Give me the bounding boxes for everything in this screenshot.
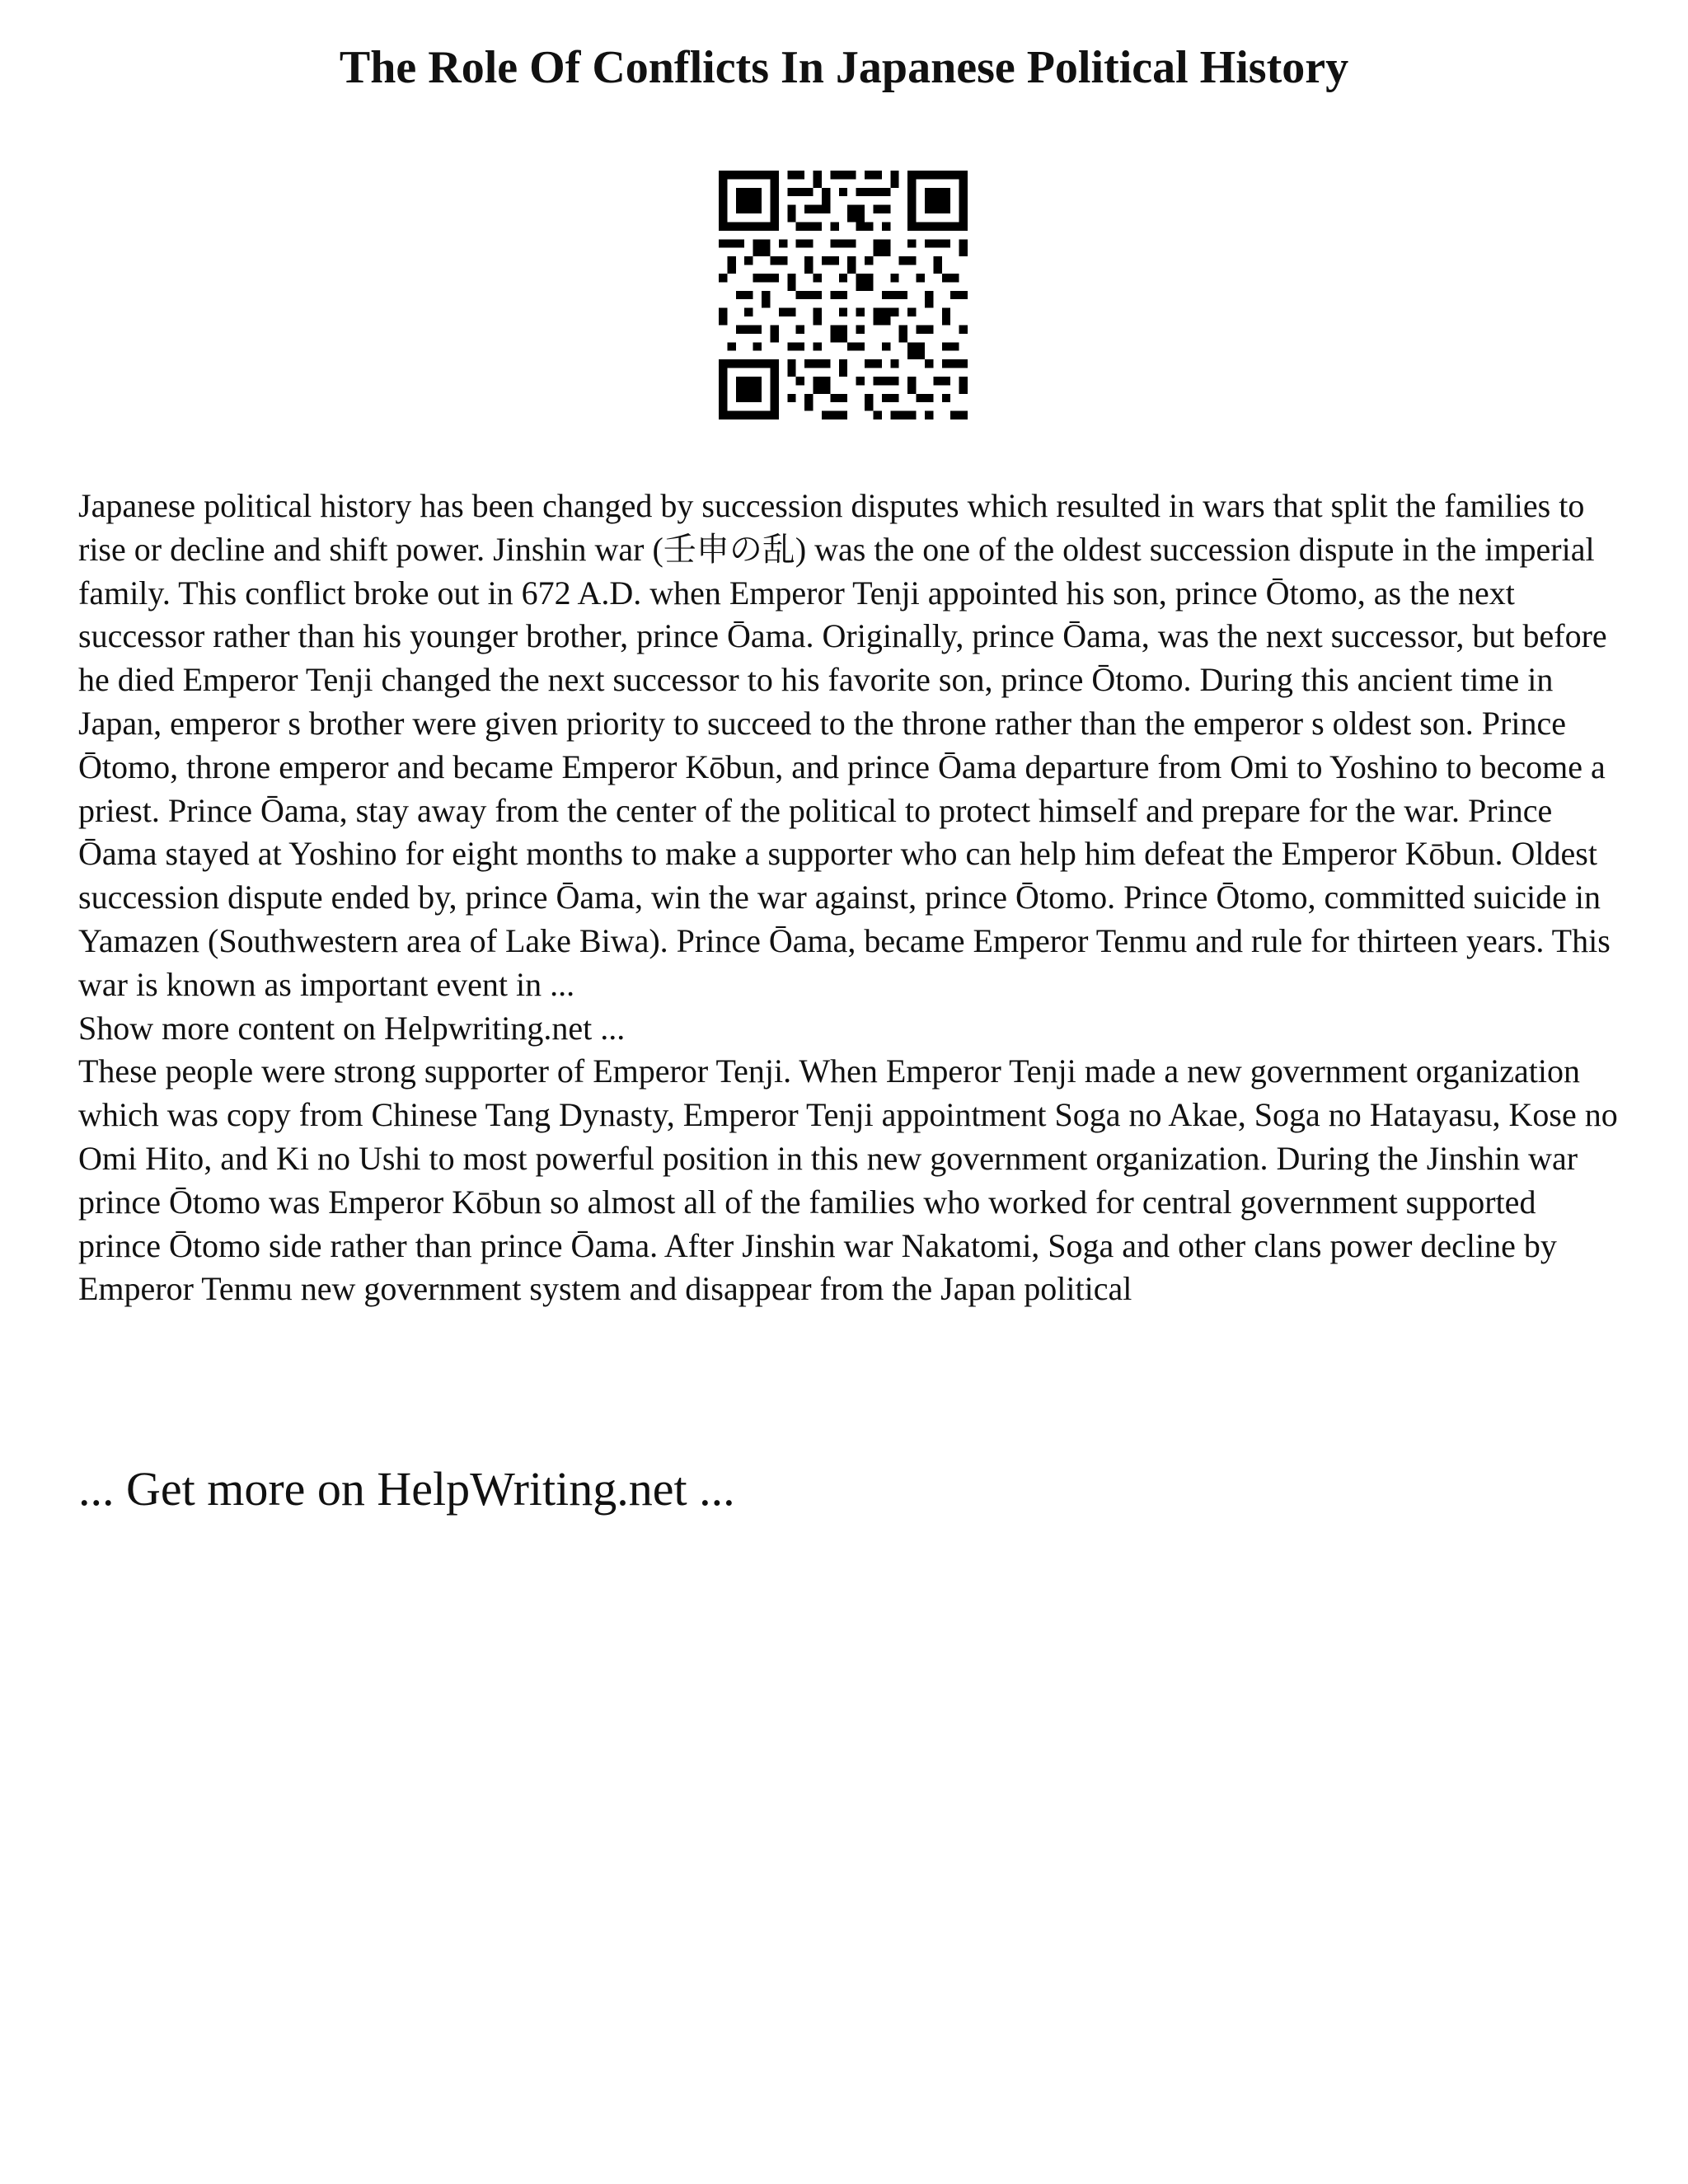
qr-code-icon	[719, 171, 968, 419]
article-paragraph: Japanese political history has been changed by succession disputes which resulted in wars that split the families to rise or decline and shift power. Jinshin war (壬申の乱) was the one of the oldest succession dispute in the imperial family. This conflict broke out in 672 A.D. when Emperor Tenji appointed his son, prince Ōtomo, as the next successor rather than his younger brother, prince Ōama. Originally, prince Ōama, was the next successor, but before he died Emperor Tenji changed the next successor to his favorite son, prince Ōtomo. During this ancient time in Japan, emperor s brother were given priority to succeed to the throne rather than the emperor s oldest son. Prince Ōtomo, throne emperor and became Emperor Kōbun, and prince Ōama departure from Omi to Yoshino to become a priest. Prince Ōama, stay away from the center of the political to protect himself and prepare for the war. Prince Ōama stayed at Yoshino for eight months to make a supporter who can help him defeat the Emperor Kōbun. Oldest succession dispute ended by, prince Ōama, win the war against, prince Ōtomo. Prince Ōtomo, committed suicide in Yamazen (Southwestern area of Lake Biwa). Prince Ōama, became Emperor Tenmu and rule for thirteen years. This war is known as important event in ...	[78, 487, 1611, 1003]
show-more-link[interactable]: Show more content on Helpwriting.net ...	[78, 1009, 626, 1047]
article-body	[78, 485, 1620, 1311]
get-more-link[interactable]: ... Get more on HelpWriting.net ...	[78, 1462, 735, 1516]
article-paragraph: These people were strong supporter of Emperor Tenji. When Emperor Tenji made a new government organization which was copy from Chinese Tang Dynasty, Emperor Tenji appointment Soga no Akae, Soga no Hatayasu, Kose no Omi Hito, and Ki no Ushi to most powerful position in this new government organization. During the Jinshin war prince Ōtomo was Emperor Kōbun so almost all of the families who worked for central government supported prince Ōtomo side rather than prince Ōama. After Jinshin war Nakatomi, Soga and other clans power decline by Emperor Tenmu new government system and disappear from the Japan political	[78, 1052, 1618, 1308]
document-title: The Role Of Conflicts In Japanese Political History	[339, 42, 1349, 93]
